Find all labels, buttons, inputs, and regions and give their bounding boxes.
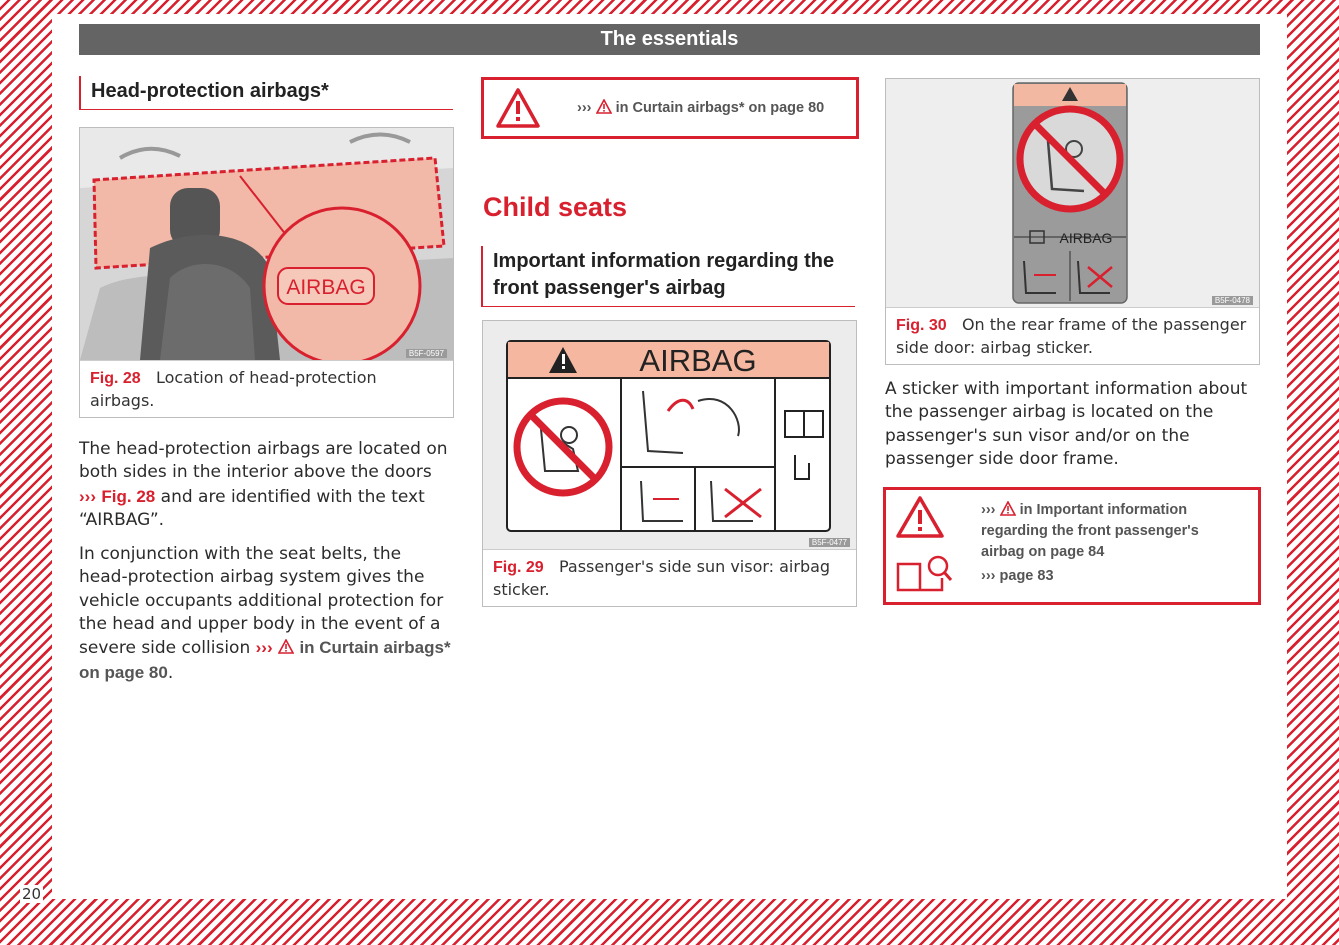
figure-30-caption xyxy=(886,308,1259,364)
left-body-text xyxy=(79,438,453,685)
warning-triangle-small-icon xyxy=(596,99,612,114)
warning-reference-link[interactable]: in Important information regarding the front passenger's airbag on page 84 xyxy=(981,502,1199,560)
warning-reference-link[interactable]: in Curtain airbags* on page 80 xyxy=(79,638,451,682)
figure-29 xyxy=(482,320,857,607)
warning-triangle-icon xyxy=(896,496,944,538)
caption-text: On the rear frame of the passenger side door: airbag sticker. xyxy=(896,315,1247,357)
chevron-link-icon[interactable]: ››› xyxy=(981,502,996,518)
sticker-label-text: AIRBAG xyxy=(1059,230,1113,246)
paragraph-text: The head-protection airbags are located on both sides in the interior above the doors xyxy=(79,439,448,483)
figure-code: B5F-0597 xyxy=(406,349,447,358)
figure-code: B5F-0478 xyxy=(1212,296,1253,305)
warning-text xyxy=(577,98,824,119)
warning-triangle-small-icon xyxy=(1000,501,1016,516)
caption-text: Location of head-protection airbags. xyxy=(90,368,377,410)
warning-box-passenger-airbag xyxy=(883,487,1261,605)
warning-reference-link[interactable]: in Curtain airbags* on page 80 xyxy=(615,100,825,116)
right-body-text xyxy=(885,378,1255,482)
figure-number: Fig. 28 xyxy=(90,370,141,387)
figure-28-caption xyxy=(80,361,453,417)
header-bar: The essentials xyxy=(79,24,1260,55)
warning-triangle-icon xyxy=(496,88,540,128)
figure-30-image xyxy=(886,79,1259,308)
section-heading-passenger-airbag: Important information regarding the front passenger's airbag xyxy=(481,246,855,307)
figure-number: Fig. 29 xyxy=(493,559,544,576)
chevron-link-icon[interactable]: ››› xyxy=(79,486,96,506)
warning-text xyxy=(981,500,1246,563)
figure-link[interactable]: Fig. 28 xyxy=(101,486,156,506)
paragraph-text: In conjunction with the seat belts, the head-protection airbag system gives the vehicle occupants additional protection for the head and upper body in the event of a severe side collision xyxy=(79,544,444,659)
figure-29-image xyxy=(483,321,856,550)
page-number: 20 xyxy=(22,885,42,903)
sun-visor-sticker-illustration xyxy=(483,321,856,549)
chevron-link-icon[interactable]: ››› xyxy=(577,100,592,116)
paragraph-text: and are identified with the text “AIRBAG”. xyxy=(79,486,425,530)
figure-30 xyxy=(885,78,1260,365)
car-interior-illustration xyxy=(80,128,453,360)
chevron-link-icon[interactable]: ››› xyxy=(255,638,273,658)
page-title-child-seats: Child seats xyxy=(483,192,628,222)
page-reference-link[interactable]: page 83 xyxy=(999,568,1054,584)
door-frame-sticker-illustration xyxy=(886,79,1259,307)
chevron-link-icon[interactable]: ››› xyxy=(981,568,996,584)
paragraph-end: . xyxy=(167,662,174,683)
figure-28 xyxy=(79,127,454,418)
figure-number: Fig. 30 xyxy=(896,317,947,334)
caption-text: Passenger's side sun visor: airbag sticker. xyxy=(493,557,831,599)
paragraph-text: A sticker with important information about the passenger airbag is located on the passenger's sun visor and/or on the passenger side door frame. xyxy=(885,379,1248,469)
figure-code: B5F-0477 xyxy=(809,538,850,547)
warning-box-curtain-airbags xyxy=(481,77,859,139)
book-reference xyxy=(981,566,1054,587)
left-column xyxy=(79,76,453,696)
airbag-emblem-text: AIRBAG xyxy=(286,276,366,299)
section-heading-head-protection: Head-protection airbags* xyxy=(79,76,453,110)
warning-triangle-icon xyxy=(278,639,294,654)
figure-28-image xyxy=(80,128,453,361)
figure-29-caption xyxy=(483,550,856,606)
book-magnifier-icon xyxy=(894,554,954,594)
sticker-title-text: AIRBAG xyxy=(639,343,757,378)
